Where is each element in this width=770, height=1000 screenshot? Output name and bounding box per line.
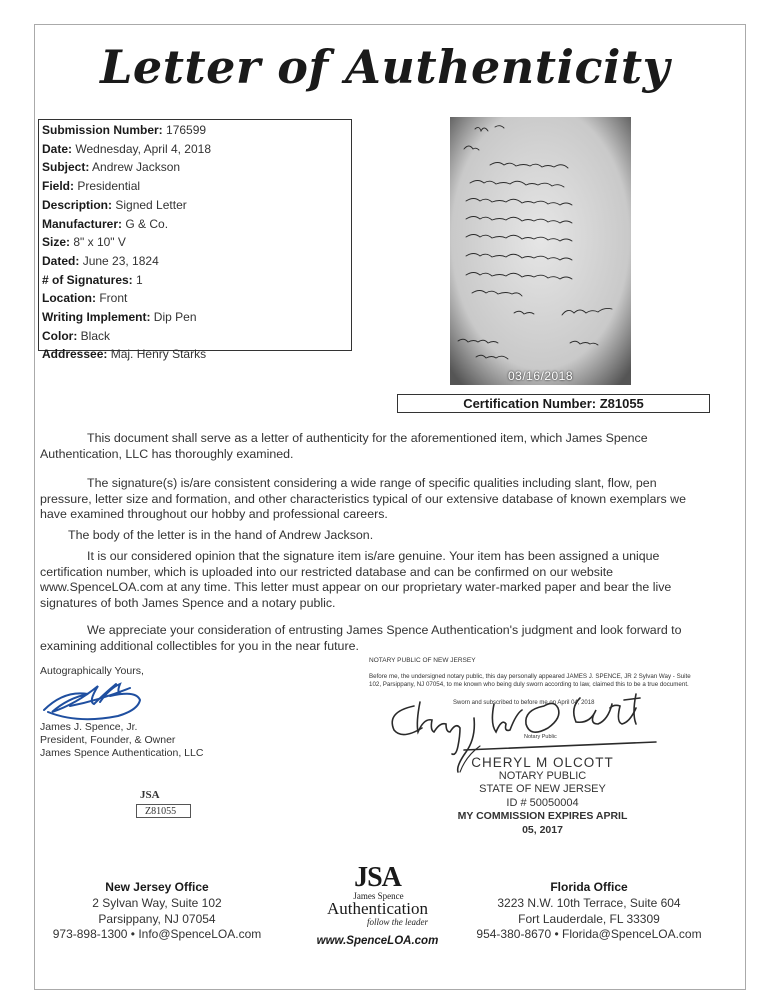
detail-label: Size: <box>42 235 71 250</box>
fl-office-address2: Fort Lauderdale, FL 33309 <box>518 911 660 926</box>
nj-office-address2: Parsippany, NJ 07054 <box>98 911 216 926</box>
detail-row <box>42 121 348 140</box>
detail-row <box>42 158 348 177</box>
notary-stamp-name: CHERYL M OLCOTT <box>471 755 614 770</box>
detail-label: Location: <box>42 291 96 306</box>
fl-office-heading: Florida Office <box>550 880 628 894</box>
detail-value: 8" x 10" V <box>73 235 126 250</box>
detail-value: Presidential <box>77 179 141 194</box>
detail-value: Front <box>99 291 128 306</box>
paragraph-signature-analysis: The signature(s) is/are consistent considering a wide range of specific qualities including slant, flow, pen pressure, letter size and formation, and other characteristics typical of our extensive database of known exemplars we have examined throughout our hobby and professional careers. <box>40 476 687 522</box>
notary-stamp-id: ID # 50050004 <box>506 796 579 809</box>
paragraph-body-hand: The body of the letter is in the hand of Andrew Jackson. <box>68 528 374 542</box>
notary-section <box>369 657 699 688</box>
notary-stamp <box>450 756 635 837</box>
detail-value: Signed Letter <box>115 197 187 212</box>
fl-office-contact: 954-380-8670 • Florida@SpenceLOA.com <box>476 927 702 942</box>
detail-row <box>42 271 348 290</box>
detail-row <box>42 215 348 234</box>
detail-row <box>42 177 348 196</box>
detail-value: 1 <box>136 272 143 287</box>
notary-stamp-expiry: MY COMMISSION EXPIRES APRIL 05, 2017 <box>457 810 628 836</box>
detail-value: Wednesday, April 4, 2018 <box>75 141 212 156</box>
detail-label: Writing Implement: <box>42 310 151 325</box>
photo-date-stamp: 03/16/2018 <box>507 369 574 383</box>
fl-office <box>469 880 709 943</box>
detail-label: Date: <box>42 141 73 156</box>
detail-label: Addressee: <box>42 347 108 362</box>
nj-office-address1: 2 Sylvan Way, Suite 102 <box>92 895 222 910</box>
detail-label: Description: <box>42 197 113 212</box>
jsa-logo <box>300 862 455 947</box>
logo-tagline: follow the leader <box>367 917 428 927</box>
page-title: Letter of Authenticity <box>100 40 670 94</box>
notary-stamp-state: STATE OF NEW JERSEY <box>479 783 606 795</box>
detail-row <box>42 196 348 215</box>
notary-stamp-title: NOTARY PUBLIC <box>498 769 587 782</box>
nj-office-heading: New Jersey Office <box>105 880 209 894</box>
detail-row <box>42 308 348 327</box>
detail-value: 176599 <box>166 123 207 137</box>
detail-label: Subject: <box>42 160 90 175</box>
paragraph-closing: We appreciate your consideration of entrusting James Spence Authentication's judgment and look forward to examining additional collectibles for you in the near future. <box>40 623 682 653</box>
detail-row <box>42 345 348 364</box>
notary-sworn-text: Sworn and subscribed to before me on April 04, 2018 <box>453 700 595 706</box>
detail-label: Field: <box>42 179 74 194</box>
detail-label: Dated: <box>42 253 80 268</box>
notary-heading: NOTARY PUBLIC OF NEW JERSEY <box>369 657 476 664</box>
detail-label: Manufacturer: <box>42 216 123 231</box>
signer-company: James Spence Authentication, LLC <box>40 747 204 759</box>
detail-value: G & Co. <box>125 216 169 231</box>
notary-text: Before me, the undersigned notary public, this day personally appeared JAMES J. SPENCE, JR 2 Sylvan Way - Suite 102, Parsippany, NJ 07054, to me known who being duly sworn according to law, claimed this to be a true document. <box>369 673 691 688</box>
detail-row <box>42 327 348 346</box>
detail-row <box>42 252 348 271</box>
website-url: www.SpenceLOA.com <box>316 935 439 947</box>
detail-value: Black <box>80 328 111 343</box>
detail-label: Color: <box>42 328 78 343</box>
paragraph-opinion: It is our considered opinion that the signature item is/are genuine. Your item has been assigned a unique certification number, which is uploaded into our restricted database and can be confirmed on our website www.SpenceLOA.com at any time. This letter must appear on our proprietary water-marked paper and bear the live signatures of both James Spence and a notary public. <box>40 549 672 610</box>
fl-office-address1: 3223 N.W. 10th Terrace, Suite 604 <box>497 895 681 910</box>
nj-office <box>37 880 277 943</box>
detail-value: Dip Pen <box>153 310 197 325</box>
detail-row <box>42 289 348 308</box>
logo-authentication: Authentication <box>326 899 429 918</box>
signer-role: President, Founder, & Owner <box>40 734 176 746</box>
paragraph-intro: This document shall serve as a letter of authenticity for the aforementioned item, which James Spence Authentication, LLC has thoroughly examined. <box>40 431 648 461</box>
certification-number: Certification Number: Z81055 <box>397 394 710 413</box>
detail-value: Andrew Jackson <box>92 160 181 175</box>
logo-james-spence: James Spence <box>353 891 404 901</box>
notary-public-small: Notary Public <box>524 734 557 740</box>
signer-name: James J. Spence, Jr. <box>40 721 138 733</box>
nj-office-contact: 973-898-1300 • Info@SpenceLOA.com <box>52 927 262 942</box>
logo-jsa: JSA <box>354 862 401 893</box>
detail-value: June 23, 1824 <box>82 253 159 268</box>
detail-value: Maj. Henry Starks <box>110 347 207 362</box>
jsa-stamp-number: Z81055 <box>136 804 191 818</box>
detail-label: Submission Number: <box>42 123 163 137</box>
detail-label: # of Signatures: <box>42 272 133 287</box>
closing-text: Autographically Yours, <box>40 665 144 677</box>
item-details-box <box>38 119 352 362</box>
jsa-stamp <box>136 789 191 818</box>
letter-photo <box>450 117 631 385</box>
jsa-stamp-label: JSA <box>140 789 160 801</box>
detail-row <box>42 233 348 252</box>
detail-row <box>42 140 348 159</box>
